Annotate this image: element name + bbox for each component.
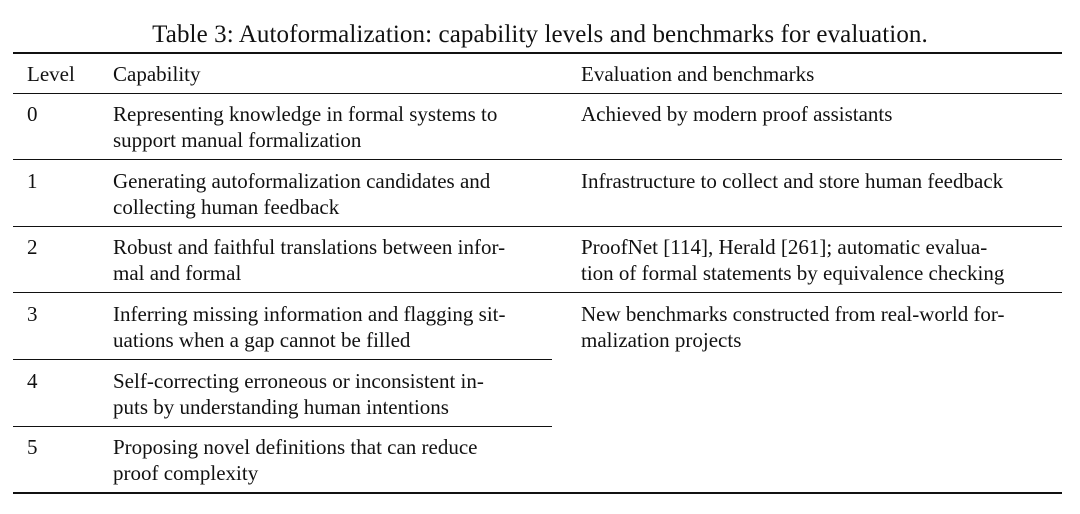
- evaluation-cell-line: malization projects: [581, 328, 742, 352]
- level-cell: 3: [27, 302, 38, 326]
- capability-cell-line: Self-correcting erroneous or inconsistent in-: [113, 369, 484, 393]
- header-capability: Capability: [113, 62, 201, 86]
- capability-cell-line: Generating autoformalization candidates and: [113, 169, 491, 193]
- header-rule: [13, 93, 1062, 94]
- capability-cell-line: collecting human feedback: [113, 195, 340, 219]
- evaluation-cell-line: New benchmarks constructed from real-world for-: [581, 302, 1005, 326]
- row-divider-partial: [13, 426, 552, 427]
- row-divider-partial: [13, 359, 552, 360]
- bottom-rule: [13, 492, 1062, 494]
- level-cell: 4: [27, 369, 38, 393]
- evaluation-cell-line: tion of formal statements by equivalence checking: [581, 261, 1005, 285]
- evaluation-cell-line: Infrastructure to collect and store human feedback: [581, 169, 1004, 193]
- capability-cell-line: support manual formalization: [113, 128, 362, 152]
- capability-cell-line: puts by understanding human intentions: [113, 395, 449, 419]
- top-rule: [13, 52, 1062, 54]
- level-cell: 2: [27, 235, 38, 259]
- capability-cell-line: uations when a gap cannot be filled: [113, 328, 411, 352]
- row-divider: [13, 159, 1062, 160]
- row-divider: [13, 292, 1062, 293]
- level-cell: 0: [27, 102, 38, 126]
- capability-cell-line: Proposing novel definitions that can reduce: [113, 435, 478, 459]
- header-evaluation: Evaluation and benchmarks: [581, 62, 815, 86]
- capability-cell-line: Robust and faithful translations between infor-: [113, 235, 506, 259]
- capability-cell-line: Inferring missing information and flagging sit-: [113, 302, 506, 326]
- table-caption: Table 3: Autoformalization: capability levels and benchmarks for evaluation.: [152, 21, 928, 48]
- evaluation-cell-line: Achieved by modern proof assistants: [581, 102, 893, 126]
- evaluation-cell-line: ProofNet [114], Herald [261]; automatic evalua-: [581, 235, 988, 259]
- header-level: Level: [27, 62, 75, 86]
- capability-cell-line: proof complexity: [113, 461, 259, 485]
- capability-cell-line: Representing knowledge in formal systems to: [113, 102, 498, 126]
- row-divider: [13, 226, 1062, 227]
- level-cell: 5: [27, 435, 38, 459]
- level-cell: 1: [27, 169, 38, 193]
- capability-cell-line: mal and formal: [113, 261, 242, 285]
